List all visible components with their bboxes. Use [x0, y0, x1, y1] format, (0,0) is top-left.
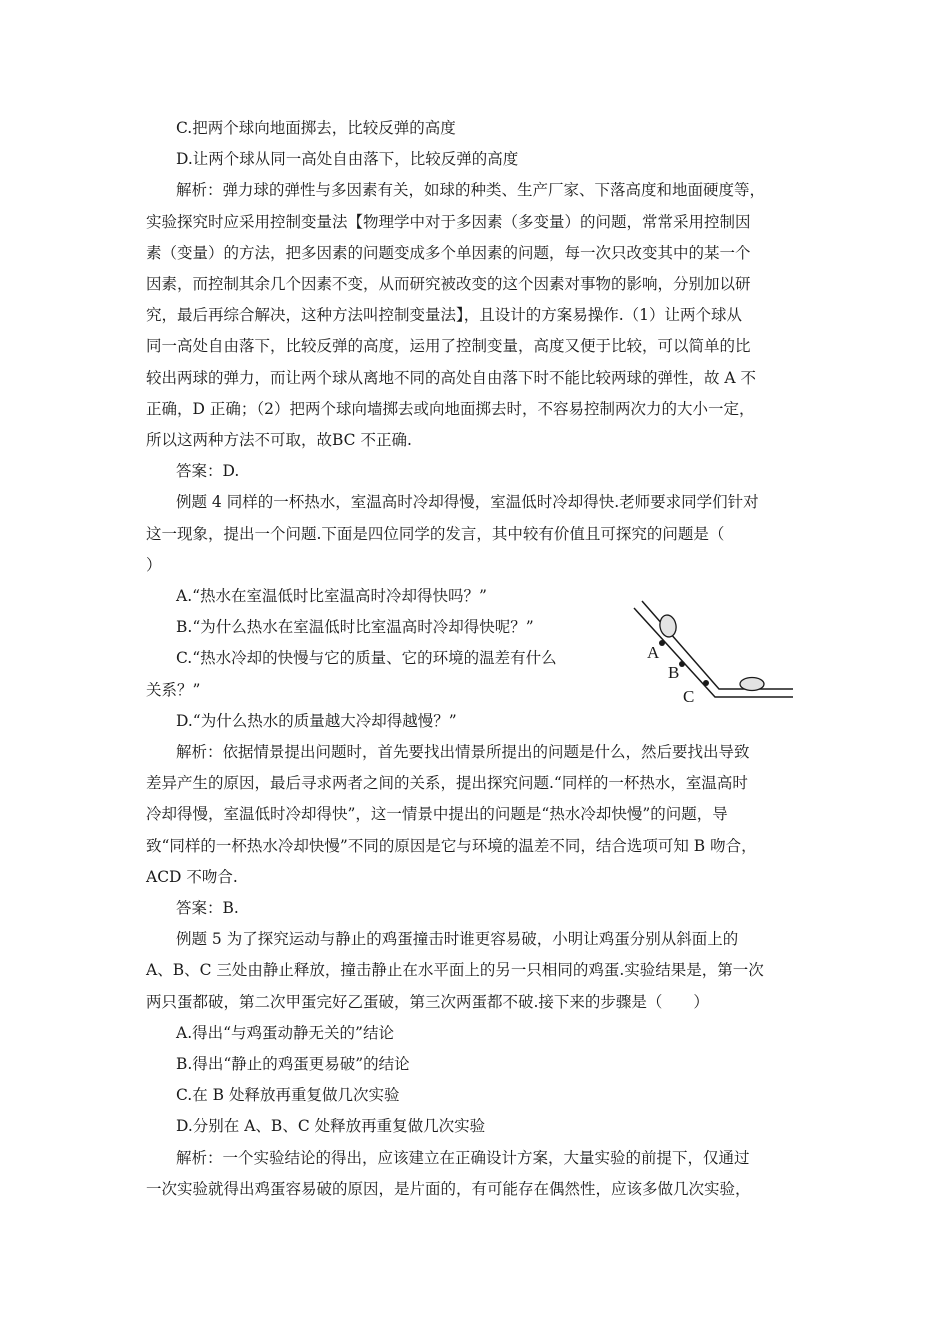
option-a-5: A.得出“与鸡蛋动静无关的”结论 [176, 1024, 394, 1042]
label-a: A [647, 643, 660, 662]
option-d-prev: D.让两个球从同一高处自由落下，比较反弹的高度 [176, 150, 519, 168]
option-c-4-line-2: 关系？” [146, 681, 201, 699]
label-b: B [668, 663, 680, 682]
example-4-line-3: ） [146, 556, 162, 574]
option-a-4: A.“热水在室温低时比室温高时冷却得快吗？” [176, 587, 487, 605]
analysis-4-line-3: 冷却得慢，室温低时冷却得快”，这一情景中提出的问题是“热水冷却快慢”的问题，导 [146, 805, 728, 823]
answer-4: 答案：B. [176, 899, 239, 917]
analysis-3-line-7: 较出两球的弹力，而让两个球从离地不同的高处自由落下时不能比较两球的弹性，故 A 不 [146, 369, 757, 387]
analysis-3-line-5: 究，最后再综合解决，这种方法叫控制变量法】，且设计的方案易操作.（1）让两个球从 [146, 306, 743, 324]
analysis-5-line-1: 解析：一个实验结论的得出，应该建立在正确设计方案，大量实验的前提下，仅通过 [176, 1149, 750, 1167]
rolling-egg [658, 614, 678, 638]
analysis-3-line-8: 正确，D 正确；（2）把两个球向墙掷去或向地面掷去时，不容易控制两次力的大小一定， [146, 400, 755, 418]
analysis-4-line-5: ACD 不吻合. [146, 868, 238, 886]
point-c-marker [703, 680, 709, 686]
point-a-marker [659, 640, 665, 646]
example-4-line-2: 这一现象，提出一个问题.下面是四位同学的发言，其中较有价值且可探究的问题是（ [146, 525, 725, 543]
analysis-3-line-9: 所以这两种方法不可取，故BC 不正确. [146, 431, 412, 449]
option-c-4-line-1: C.“热水冷却的快慢与它的质量、它的环境的温差有什么 [176, 649, 557, 667]
example-4-line-1: 例题 4 同样的一杯热水，室温高时冷却得慢，室温低时冷却得快.老师要求同学们针对 [176, 493, 759, 511]
example-5-line-1: 例题 5 为了探究运动与静止的鸡蛋撞击时谁更容易破，小明让鸡蛋分别从斜面上的 [176, 930, 739, 948]
resting-egg [740, 678, 764, 691]
analysis-4-line-2: 差异产生的原因，最后寻求两者之间的关系，提出探究问题.“同样的一杯热水，室温高时 [146, 774, 748, 792]
option-c-prev: C.把两个球向地面掷去，比较反弹的高度 [176, 119, 456, 137]
option-b-4: B.“为什么热水在室温低时比室温高时冷却得快呢？” [176, 618, 534, 636]
option-d-4: D.“为什么热水的质量越大冷却得越慢？” [176, 712, 457, 730]
label-c: C [683, 687, 695, 706]
example-5-line-3: 两只蛋都破，第二次甲蛋完好乙蛋破，第三次两蛋都不破.接下来的步骤是（ ） [146, 993, 709, 1011]
analysis-3-line-2: 实验探究时应采用控制变量法【物理学中对于多因素（多变量）的问题，常常采用控制因 [146, 213, 751, 231]
analysis-5-line-2: 一次实验就得出鸡蛋容易破的原因，是片面的，有可能存在偶然性，应该多做几次实验， [146, 1180, 751, 1198]
answer-3: 答案：D. [176, 462, 240, 480]
option-b-5: B.得出“静止的鸡蛋更易破”的结论 [176, 1055, 410, 1073]
option-d-5: D.分别在 A、B、C 处释放再重复做几次实验 [176, 1117, 486, 1135]
analysis-3-line-6: 同一高处自由落下，比较反弹的高度，运用了控制变量，高度又便于比较，可以简单的比 [146, 337, 751, 355]
option-c-5: C.在 B 处释放再重复做几次实验 [176, 1086, 400, 1104]
incline-egg-diagram [626, 600, 798, 712]
analysis-3-line-3: 素（变量）的方法，把多因素的问题变成多个单因素的问题，每一次只改变其中的某一个 [146, 244, 751, 262]
analysis-4-line-1: 解析：依据情景提出问题时，首先要找出情景所提出的问题是什么，然后要找出导致 [176, 743, 750, 761]
example-5-line-2: A、B、C 三处由静止释放，撞击静止在水平面上的另一只相同的鸡蛋.实验结果是，第一次 [146, 961, 764, 979]
analysis-3-line-4: 因素，而控制其余几个因素不变，从而研究被改变的这个因素对事物的影响，分别加以研 [146, 275, 751, 293]
point-b-marker [679, 661, 685, 667]
analysis-3-line-1: 解析：弹力球的弹性与多因素有关，如球的种类、生产厂家、下落高度和地面硬度等， [176, 181, 766, 199]
analysis-4-line-4: 致“同样的一杯热水冷却快慢”不同的原因是它与环境的温差不同，结合选项可知 B 吻合， [146, 837, 757, 855]
